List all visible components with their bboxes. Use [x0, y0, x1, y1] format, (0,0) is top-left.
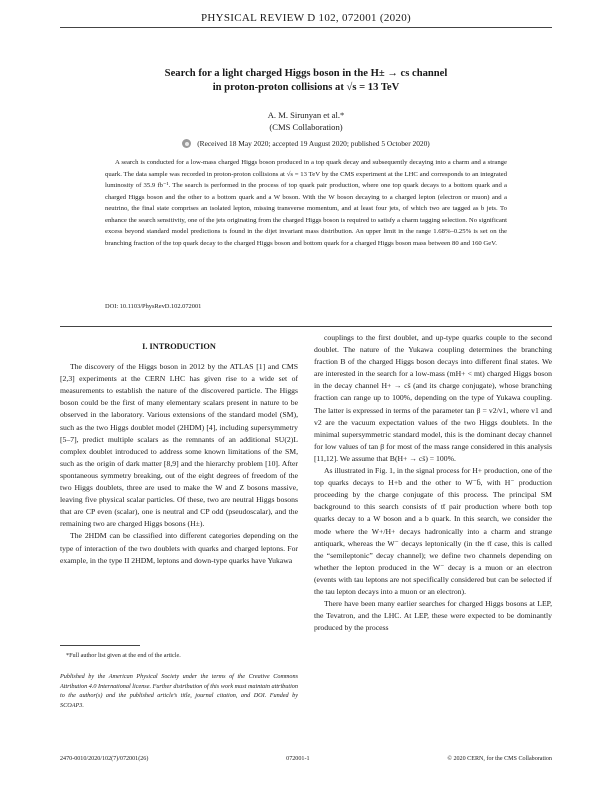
- collaboration-name: (CMS Collaboration): [269, 122, 343, 132]
- paragraph: couplings to the first doublet, and up-type quarks couple to the second doublet. The nature of the Yukawa coupling determines the branching fraction B of the charged Higgs boson decays into different final states. We are interested in the search for a low-mass (mH+ < mt) charged Higgs boson in the decay channel H+ → cs̄ (and its charge conjugate), whose branching fraction can range up to 100%, depending on the type of Yukawa coupling. The latter is expressed in terms of the parameter tan β = v2/v1, where v1 and v2 are the vacuum expectation values of the two Higgs doublets. In the minimal supersymmetric standard model, this is the dominant decay channel for low values of tan β for most of the mass range considered in this analysis [11,12]. We assume that B(H+ → cs̄) = 100%.: [314, 333, 552, 463]
- section-heading: I. INTRODUCTION: [142, 342, 216, 351]
- paragraph: The discovery of the Higgs boson in 2012 by the ATLAS [1] and CMS [2,3] experiments at the CERN LHC has given rise to a wide set of measurements to establish the nature of the discovered particle. The Higgs boson could be the first of many elementary scalars present in nature to be observed in the laboratory. Various extensions of the standard model (SM), such as the two Higgs doublet model (2HDM) [4], including supersymmetry [5–7], predict multiple scalars as the remnants of an additional SU(2)L complex doublet introduced to address some known limitations of the SM, such as the origin of dark matter [8,9] and the hierarchy problem [10]. After spontaneous symmetry breaking, out of the eight degrees of freedom of the two Higgs doublets, three are used to make the W and Z bosons massive, leaving five physical scalar particles. Of these, two are neutral Higgs bosons that are CP even (scalar), one is neutral and CP odd (pseudoscalar), and the remaining two are charged Higgs bosons (H±).: [60, 362, 298, 529]
- paragraph: There have been many earlier searches for charged Higgs bosons at LEP, the Tevatron, and the LHC. At LEP, these were expected to be dominantly produced by the process: [314, 599, 552, 633]
- license-notice: Published by the American Physical Society under the terms of the Creative Commons Attribution 4.0 International license. Further distribution of this work must maintain attribution to the author(s) and the published article’s title, journal citation, and DOI. Funded by SCOAP3.: [60, 673, 298, 709]
- paragraph: The 2HDM can be classified into different categories depending on the type of interaction of the two doublets with quarks and charged leptons. For example, in the type II 2HDM, leptons and down-type quarks have Yukawa: [60, 531, 298, 565]
- footer-issn: 2470-0010/2020/102(7)/072001(26): [60, 756, 149, 762]
- abstract-divider: [60, 326, 552, 327]
- title-line-2: in proton-proton collisions at √s = 13 TeV: [212, 82, 400, 93]
- footer-page-number: 072001-1: [286, 756, 310, 762]
- author-block: [60, 109, 552, 133]
- running-head: PHYSICAL REVIEW D 102, 072001 (2020): [200, 12, 411, 24]
- left-column: [60, 332, 298, 567]
- footnote-rule: [60, 645, 140, 646]
- crossmark-icon[interactable]: [182, 139, 191, 148]
- paragraph: As illustrated in Fig. 1, in the signal process for H+ production, one of the top quarks decays to H+b and the other to W⁻b̄, with H⁻ production proceeding by the charge conjugate of this process. The principal SM background to this search consists of tt̄ pair production where both top quarks decay to a W boson and a b quark. In this search, we consider the mode where the W+/H+ decays hadronically into a charm and strange antiquark, whereas the W⁻ decays leptonically (in the tt̄ case, this is called the “semileptonic” decay channel); we define two channels depending on whether the lepton produced in the W⁻ decay is a muon or an electron (events with tau leptons are not specifically considered but can be selected if the tau lepton decays into a muon or an electron).: [314, 466, 552, 596]
- footer-copyright: © 2020 CERN, for the CMS Collaboration: [447, 756, 552, 762]
- title-line-1: Search for a light charged Higgs boson in the H± → cs channel: [164, 68, 448, 79]
- paper-title: [60, 67, 552, 95]
- author-name[interactable]: A. M. Sirunyan et al.*: [267, 110, 345, 120]
- right-column: [314, 332, 552, 634]
- footnote: *Full author list given at the end of the article.: [66, 652, 181, 659]
- doi-link[interactable]: DOI: 10.1103/PhysRevD.102.072001: [105, 303, 202, 310]
- received-dates: (Received 18 May 2020; accepted 19 August 2020; published 5 October 2020): [197, 139, 430, 148]
- header-rule: [60, 27, 552, 28]
- page-footer: [60, 756, 552, 762]
- abstract: A search is conducted for a low-mass charged Higgs boson produced in a top quark decay and subsequently decaying into a charm and a strange quark. The data sample was recorded in proton-proton collisions at √s = 13 TeV by the CMS experiment at the LHC and corresponds to an integrated luminosity of 35.9 fb⁻¹. The search is performed in the process of top quark pair production, where one top quark decays to a bottom quark and a charged Higgs boson and the other to a bottom quark and a W boson. With the W boson decaying to a charged lepton (electron or muon) and a neutrino, the final state comprises an isolated lepton, missing transverse momentum, and at least four jets, of which two are tagged as b jets. To enhance the search sensitivity, one of the jets originating from the charged Higgs boson is required to satisfy a charm tagging selection. No significant excess beyond standard model predictions is found in the dijet invariant mass distribution. An upper limit in the range 1.68%–0.25% is set on the branching fraction of the top quark decay to the charged Higgs boson and bottom quark for a charged Higgs boson mass between 80 and 160 GeV.: [105, 159, 507, 247]
- publication-dates: [60, 139, 552, 148]
